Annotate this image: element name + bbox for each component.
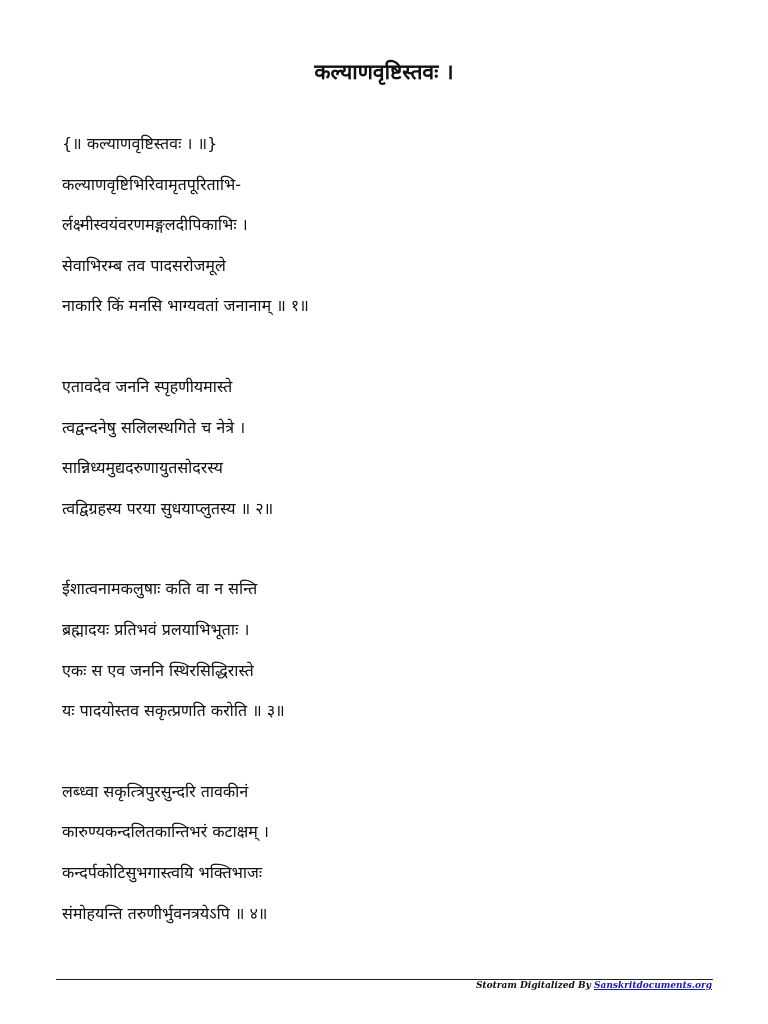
header-line: {॥ कल्याणवृष्टिस्तवः । ॥} xyxy=(62,134,218,153)
verse-line: ईशात्वनामकलुषाः कति वा न सन्ति xyxy=(62,579,258,599)
verse-line: सेवाभिरम्ब तव पादसरोजमूले xyxy=(62,255,226,275)
verse-1 xyxy=(62,165,742,327)
verse-3 xyxy=(62,569,742,731)
verse-line: र्लक्ष्मीस्वयंवरणमङ्गलदीपिकाभिः । xyxy=(62,215,248,235)
verse-line: एतावदेव जननि स्पृहणीयमास्ते xyxy=(62,376,233,396)
verse-line: लब्ध्वा सकृत्त्रिपुरसुन्दरि तावकीनं xyxy=(62,781,249,801)
verse-spacer xyxy=(62,529,742,569)
verse-line: कन्दर्पकोटिसुभगास्त्वयि भक्तिभाजः xyxy=(62,862,263,882)
verse-4 xyxy=(62,772,742,934)
verse-line: यः पादयोस्तव सकृत्प्रणति करोति ॥ ३॥ xyxy=(62,701,285,721)
verse-line: एकः स एव जननि स्थिरसिद्धिरास्ते xyxy=(62,660,254,680)
verse-line: कारुण्यकन्दलितकान्तिभरं कटाक्षम् । xyxy=(62,822,269,842)
verse-line: त्वद्विग्रहस्य परया सुधयाप्लुतस्य ॥ २॥ xyxy=(62,498,274,518)
verse-2 xyxy=(62,367,742,529)
page-title: कल्याणवृष्टिस्तवः । xyxy=(314,60,454,84)
footer-credit xyxy=(476,979,712,993)
verse-line: कल्याणवृष्टिभिरिवामृतपूरिताभि- xyxy=(62,174,241,194)
footer-link[interactable]: Sanskritdocuments.org xyxy=(593,981,712,991)
stotram-body xyxy=(62,124,742,934)
verse-spacer xyxy=(62,327,742,367)
footer-prefix: Stotram Digitalized By xyxy=(475,981,594,991)
verse-line: नाकारि किं मनसि भाग्यवतां जनानाम् ॥ १॥ xyxy=(62,296,309,316)
verse-line: ब्रह्मादयः प्रतिभवं प्रलयाभिभूताः । xyxy=(62,619,250,639)
verse-line: सान्निध्यमुद्यदरुणायुतसोदरस्य xyxy=(62,458,223,478)
verse-line: त्वद्वन्दनेषु सलिलस्थगिते च नेत्रे । xyxy=(62,417,246,437)
verse-spacer xyxy=(62,732,742,772)
verse-line: संमोहयन्ति तरुणीर्भुवनत्रयेऽपि ॥ ४॥ xyxy=(62,903,268,923)
